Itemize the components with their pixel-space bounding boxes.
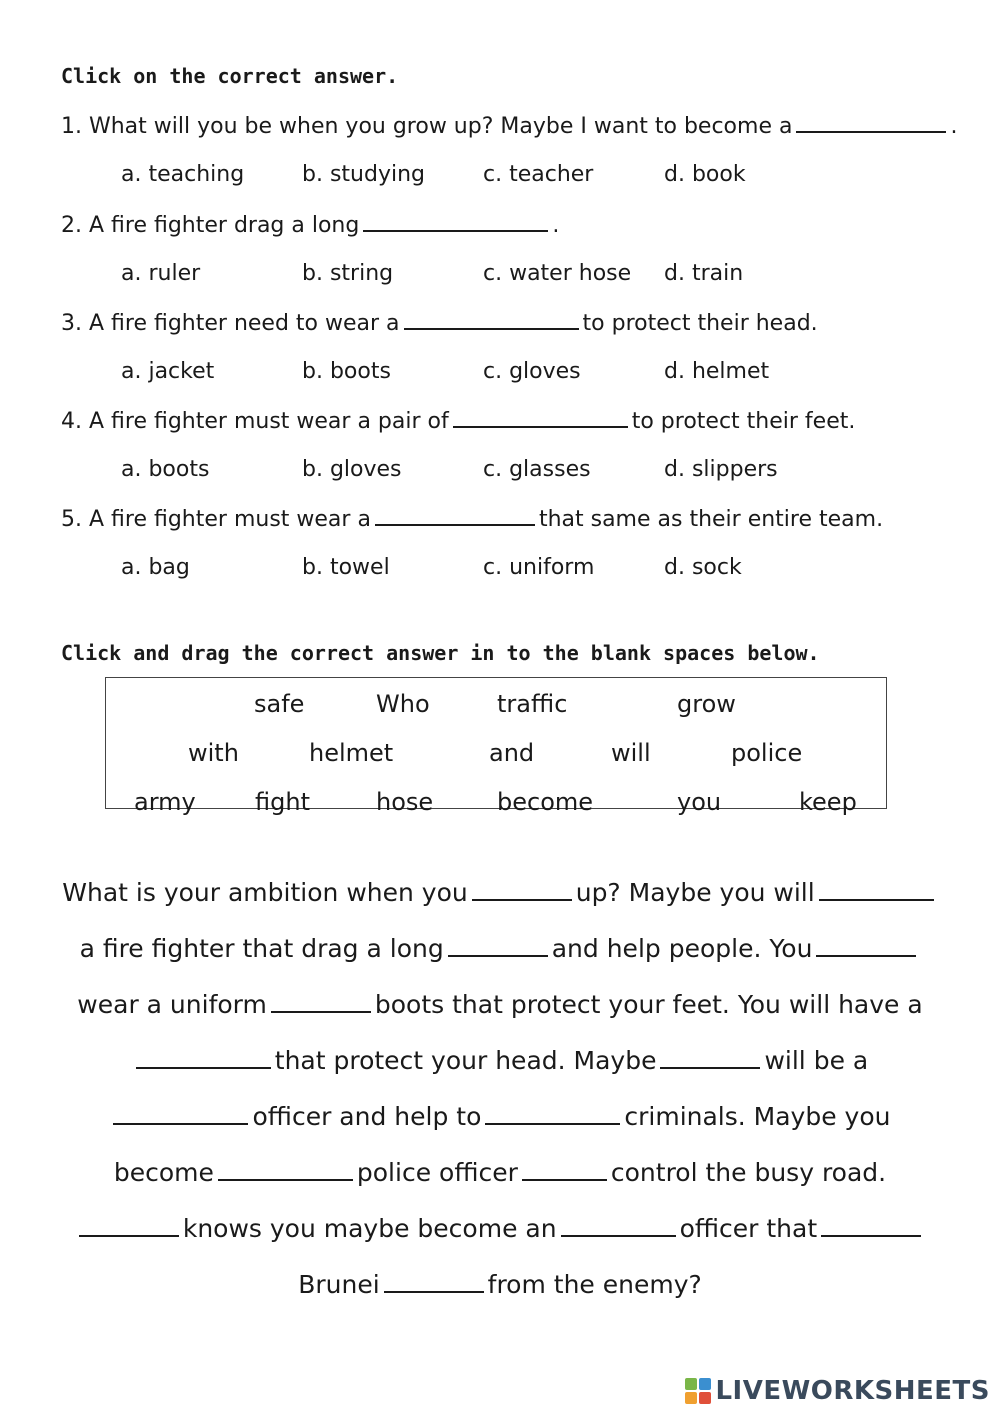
word-tile[interactable]: fight [255, 788, 310, 816]
logo-mark-icon [685, 1378, 711, 1404]
option-c[interactable]: c. teacher [483, 162, 594, 187]
question-1-blank [796, 113, 946, 133]
option-a[interactable]: a. bag [121, 555, 190, 580]
question-1-text: 1. What will you be when you grow up? Maybe I want to become a [61, 114, 793, 139]
option-b[interactable]: b. gloves [302, 457, 402, 482]
passage-line-4 [0, 1046, 1000, 1075]
option-b[interactable]: b. string [302, 261, 394, 286]
question-3 [61, 310, 818, 336]
option-d[interactable]: d. book [664, 162, 746, 187]
passage-text: knows you maybe become an [182, 1214, 557, 1243]
question-2-options [121, 261, 921, 291]
word-tile[interactable]: keep [799, 788, 857, 816]
logo-text: LIVEWORKSHEETS [715, 1376, 990, 1406]
passage-text: police officer [356, 1158, 518, 1187]
word-tile[interactable]: army [134, 788, 196, 816]
answer-blank[interactable] [384, 1271, 484, 1293]
passage-text: up? Maybe you will [575, 878, 815, 907]
question-1 [61, 113, 957, 139]
option-a[interactable]: a. teaching [121, 162, 245, 187]
passage-text: criminals. Maybe you [624, 1102, 891, 1131]
passage-text: officer that [679, 1214, 818, 1243]
option-d[interactable]: d. sock [664, 555, 742, 580]
passage-text: boots that protect your feet. You will have a [374, 990, 923, 1019]
word-tile[interactable]: hose [376, 788, 434, 816]
answer-blank[interactable] [79, 1215, 179, 1237]
question-4-options [121, 457, 921, 487]
question-4-blank [453, 408, 628, 428]
option-a[interactable]: a. jacket [121, 359, 215, 384]
answer-blank[interactable] [448, 935, 548, 957]
word-bank [105, 677, 887, 816]
passage-text: will be a [764, 1046, 869, 1075]
question-4-text: 4. A fire fighter must wear a pair of [61, 409, 449, 434]
word-tile[interactable]: you [677, 788, 722, 816]
option-c[interactable]: c. uniform [483, 555, 595, 580]
option-c[interactable]: c. water hose [483, 261, 632, 286]
answer-blank[interactable] [218, 1159, 353, 1181]
answer-blank[interactable] [113, 1103, 248, 1125]
word-tile[interactable]: grow [677, 690, 736, 718]
word-tile[interactable]: Who [376, 690, 430, 718]
passage-text: wear a uniform [77, 990, 267, 1019]
question-3-options [121, 359, 921, 389]
word-tile[interactable]: traffic [497, 690, 568, 718]
passage-text: that protect your head. Maybe [274, 1046, 657, 1075]
question-5 [61, 506, 883, 532]
passage-text: from the enemy? [487, 1270, 702, 1299]
question-1-options [121, 162, 921, 192]
logo-square-icon [699, 1392, 711, 1404]
question-5-options [121, 555, 921, 585]
word-tile[interactable]: police [731, 739, 803, 767]
passage-text: Brunei [298, 1270, 380, 1299]
passage-line-2 [0, 934, 1000, 963]
section1-heading: Click on the correct answer. [61, 64, 399, 88]
answer-blank[interactable] [819, 879, 934, 901]
passage-text: become [113, 1158, 214, 1187]
option-c[interactable]: c. gloves [483, 359, 581, 384]
answer-blank[interactable] [472, 879, 572, 901]
passage-text: and help people. You [551, 934, 813, 963]
logo-square-icon [699, 1378, 711, 1390]
logo-square-icon [685, 1392, 697, 1404]
answer-blank[interactable] [136, 1047, 271, 1069]
option-b[interactable]: b. boots [302, 359, 391, 384]
question-4-post: to protect their feet. [631, 409, 856, 434]
answer-blank[interactable] [522, 1159, 607, 1181]
question-3-blank [404, 310, 579, 330]
word-tile[interactable]: helmet [309, 739, 394, 767]
answer-blank[interactable] [660, 1047, 760, 1069]
question-2-blank [363, 212, 548, 232]
question-2 [61, 212, 559, 238]
passage-line-7 [0, 1214, 1000, 1243]
question-2-post: . [552, 213, 560, 238]
passage-line-5 [0, 1102, 1000, 1131]
option-a[interactable]: a. boots [121, 457, 210, 482]
section2-heading: Click and drag the correct answer in to the blank spaces below. [61, 641, 820, 665]
question-4 [61, 408, 855, 434]
passage-line-1 [0, 878, 1000, 907]
option-a[interactable]: a. ruler [121, 261, 201, 286]
answer-blank[interactable] [816, 935, 916, 957]
answer-blank[interactable] [485, 1103, 620, 1125]
word-tile[interactable]: with [188, 739, 239, 767]
option-d[interactable]: d. helmet [664, 359, 770, 384]
option-b[interactable]: b. towel [302, 555, 390, 580]
answer-blank[interactable] [821, 1215, 921, 1237]
passage-text: a fire fighter that drag a long [79, 934, 444, 963]
answer-blank[interactable] [561, 1215, 676, 1237]
question-3-text: 3. A fire fighter need to wear a [61, 311, 400, 336]
option-b[interactable]: b. studying [302, 162, 425, 187]
word-tile[interactable]: will [611, 739, 651, 767]
question-5-text: 5. A fire fighter must wear a [61, 507, 371, 532]
question-3-post: to protect their head. [582, 311, 818, 336]
option-c[interactable]: c. glasses [483, 457, 591, 482]
word-tile[interactable]: become [497, 788, 594, 816]
word-tile[interactable]: safe [254, 690, 305, 718]
passage-line-3 [0, 990, 1000, 1019]
option-d[interactable]: d. slippers [664, 457, 778, 482]
question-2-text: 2. A fire fighter drag a long [61, 213, 360, 238]
answer-blank[interactable] [271, 991, 371, 1013]
liveworksheets-logo [685, 1373, 990, 1409]
option-d[interactable]: d. train [664, 261, 744, 286]
passage-line-8 [0, 1270, 1000, 1299]
passage-text: control the busy road. [610, 1158, 887, 1187]
passage-text: What is your ambition when you [62, 878, 468, 907]
passage-line-6 [0, 1158, 1000, 1187]
question-5-post: that same as their entire team. [538, 507, 884, 532]
passage-text: officer and help to [252, 1102, 482, 1131]
question-1-post: . [950, 114, 958, 139]
word-tile[interactable]: and [489, 739, 535, 767]
question-5-blank [375, 506, 535, 526]
logo-square-icon [685, 1378, 697, 1390]
